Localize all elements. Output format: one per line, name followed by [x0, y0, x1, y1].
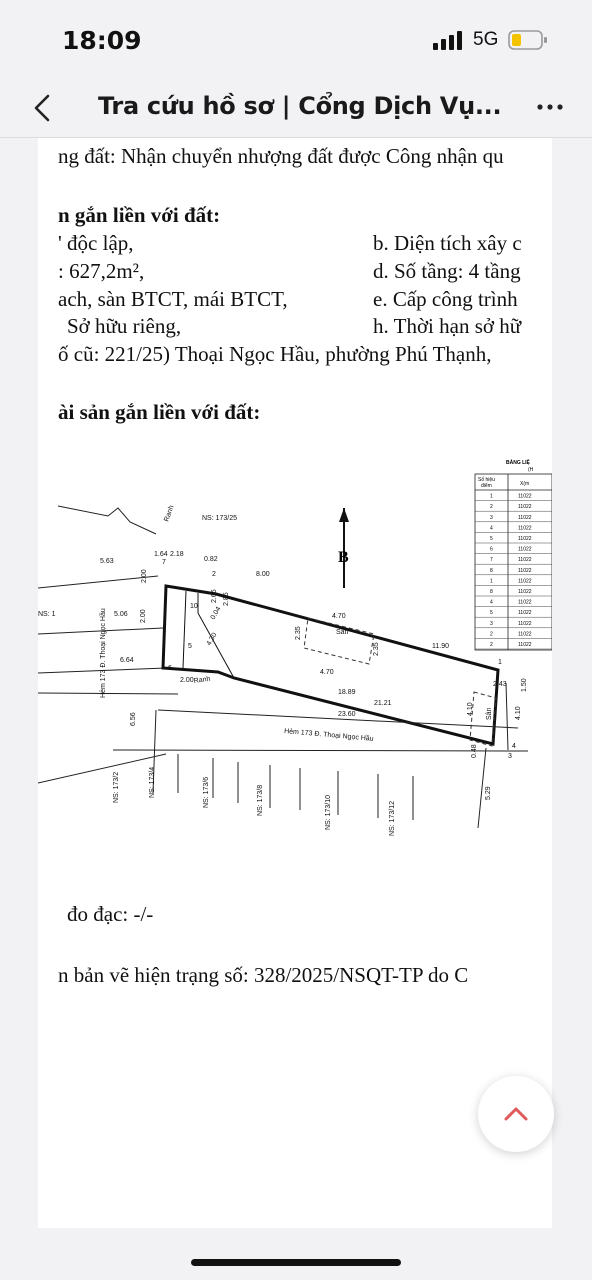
bottom-safe-area	[0, 1228, 592, 1280]
point-5: 5	[188, 643, 192, 650]
chevron-up-icon	[502, 1100, 530, 1128]
dim-2-35-a: 2.35	[295, 626, 302, 640]
ns-bottom-5: NS: 173/10	[325, 794, 332, 830]
table-cell-point: 5	[490, 610, 493, 617]
table-head-b: điểm	[481, 483, 492, 489]
dim-0-82: 0.82	[204, 556, 218, 563]
street-label-vertical: Hẻm 173 Đ. Thoại Ngọc Hầu	[100, 608, 107, 698]
ownership-term: h. Thời hạn sở hữ	[373, 314, 522, 338]
parcel-line	[506, 683, 508, 750]
battery-icon	[508, 30, 548, 50]
point-4: 4	[512, 743, 516, 750]
dim-0-48: 0.48	[471, 744, 478, 758]
neighbor-boundary-line	[38, 576, 158, 588]
ns-left-label: NS: 1	[38, 611, 56, 618]
street-edge	[113, 750, 528, 751]
table-cell-x: 11022	[518, 642, 532, 648]
table-cell-x: 11022	[518, 504, 532, 511]
table-cell-x: 11022	[518, 567, 532, 574]
point-1: 1	[498, 659, 502, 666]
ns-bottom-3: NS: 173/6	[203, 776, 210, 808]
coordinate-table	[475, 458, 552, 650]
dim-2-00-a: 2.00	[140, 609, 147, 623]
ns-bottom-4: NS: 173/8	[257, 784, 264, 816]
street-label: Hẻm 173 Đ. Thoại Ngọc Hầu	[283, 728, 374, 743]
table-cell-point: 8	[490, 589, 493, 595]
dim-2-35-b: 2.35	[373, 642, 380, 656]
table-cell-x: 11022	[518, 525, 532, 532]
neighbor-boundary-line	[58, 506, 156, 534]
floor-count: d. Số tầng: 4 tầng	[373, 259, 521, 283]
table-cell-point: 4	[490, 525, 493, 532]
section-asset-heading: ài sản gắn liền với đất:	[58, 400, 261, 424]
nav-bar	[0, 78, 592, 138]
table-cell-point: 3	[490, 514, 493, 521]
network-type: 5G	[473, 29, 499, 50]
table-cell-x: 11022	[518, 557, 532, 564]
dim-11-90: 11.90	[432, 643, 449, 650]
dim-0-04: 0.04	[209, 605, 223, 621]
inner-line	[183, 591, 186, 668]
table-cell-point: 1	[490, 578, 493, 585]
scroll-to-top-button[interactable]	[478, 1076, 554, 1152]
north-arrow-head-icon	[339, 508, 349, 522]
dim-5-06: 5.06	[114, 611, 128, 618]
table-cell-x: 11022	[518, 599, 532, 606]
dim-2-66: 2.66	[211, 589, 218, 603]
address: ố cũ: 221/25) Thoại Ngọc Hầu, phường Phú Thạnh,	[58, 342, 492, 366]
table-cell-point: 2	[490, 642, 493, 648]
dim-1-64: 1.64	[154, 551, 168, 558]
floor-area: : 627,2m²,	[58, 259, 145, 283]
structure: ach, sàn BTCT, mái BTCT,	[58, 287, 288, 311]
dim-18-89: 18.89	[338, 689, 356, 696]
table-cell-point: 4	[490, 599, 493, 606]
table-cell-point: 8	[490, 567, 493, 574]
table-rows	[475, 494, 552, 649]
dim-4-70-top: 4.70	[332, 613, 346, 620]
drawing-reference: n bản vẽ hiện trạng số: 328/2025/NSQT-TP do C	[58, 963, 469, 987]
land-use-origin: ng đất: Nhận chuyển nhượng đất được Công nhận qu	[58, 144, 504, 168]
point-10: 10	[190, 603, 198, 610]
table-cell-x: 11022	[518, 620, 532, 627]
dim-23-60: 23.60	[338, 711, 356, 718]
dim-6-56: 6.56	[130, 712, 137, 726]
yard-label: Sân	[486, 707, 493, 720]
table-cell-x: 11022	[518, 631, 532, 638]
courtyard-outline	[304, 618, 374, 664]
ns-bottom-1: NS: 173/2	[113, 771, 120, 803]
table-cell-x: 11022	[518, 589, 532, 595]
point-2: 2	[212, 571, 216, 578]
dim-6-64: 6.64	[120, 657, 134, 664]
table-head-a: Số hiệu	[478, 477, 495, 483]
survey-info: đo đạc: -/-	[67, 902, 154, 926]
table-cell-point: 1	[490, 493, 493, 500]
dim-5-63: 5.63	[100, 558, 114, 565]
dim-5-29: 5.29	[485, 786, 492, 800]
ns-bottom-6: NS: 173/12	[389, 800, 396, 836]
ownership-form: Sở hữu riêng,	[67, 314, 182, 338]
house-type: ' độc lập,	[58, 231, 134, 255]
dim-2-43: 2.43	[493, 681, 507, 688]
table-cell-point: 6	[490, 546, 493, 553]
parcel-line	[38, 693, 178, 694]
dim-2-00: 2.00	[180, 677, 194, 684]
document-viewer[interactable]	[0, 138, 592, 1228]
section-house-heading: n gắn liền với đất:	[58, 203, 221, 227]
site-plan-drawing	[38, 458, 552, 858]
table-cell-point: 3	[490, 620, 493, 627]
dim-2-85: 2.85	[223, 592, 230, 606]
dim-4-10-b: 4.10	[515, 706, 522, 720]
more-options-icon[interactable]	[530, 92, 570, 122]
neighbor-boundary-line	[38, 754, 166, 783]
table-cell-point: 7	[490, 557, 493, 564]
north-label: B	[338, 549, 349, 566]
ranh-label: Ranh	[163, 504, 176, 523]
dim-2-18: 2.18	[170, 551, 184, 558]
dim-4-10-a: 4.10	[467, 702, 474, 716]
point-7: 7	[162, 559, 166, 566]
document-page	[38, 138, 552, 1228]
ns-top-label: NS: 173/25	[202, 515, 238, 522]
dim-21-21: 21.21	[374, 700, 392, 707]
inner-line	[198, 613, 234, 678]
home-indicator[interactable]	[191, 1259, 401, 1266]
table-cell-point: 5	[490, 536, 493, 542]
dim-2-00-b: 2.00	[141, 569, 148, 583]
ns-bottom-2: NS: 173/4	[149, 766, 156, 798]
status-bar	[0, 0, 592, 78]
signal-icon	[433, 30, 465, 50]
table-cell-x: 11022	[518, 546, 532, 553]
table-cell-point: 2	[490, 504, 493, 511]
table-cell-x: 11022	[518, 493, 532, 500]
table-cell-x: 11022	[518, 610, 532, 617]
table-cell-x: 11022	[518, 578, 532, 585]
dim-4-70-bottom: 4.70	[320, 669, 334, 676]
dim-1-50: 1.50	[521, 678, 528, 692]
table-title: BẢNG LIỆ	[506, 460, 530, 466]
dim-8-00: 8.00	[256, 571, 270, 578]
table-cell-x: 11022	[518, 536, 532, 542]
point-6: 6	[168, 665, 172, 672]
table-cell-x: 11022	[518, 514, 532, 521]
table-subtitle: (H	[528, 467, 534, 473]
ranh-label-bottom: Ranh	[193, 675, 211, 685]
san-label: Sân	[336, 629, 349, 636]
back-chevron-icon[interactable]	[26, 88, 62, 128]
table-head-c: X(m	[520, 481, 530, 487]
building-grade: e. Cấp công trình	[373, 287, 518, 311]
point-3: 3	[508, 753, 512, 760]
table-cell-point: 2	[490, 631, 493, 638]
page-title: Tra cứu hồ sơ | Cổng Dịch Vụ...	[98, 92, 502, 120]
status-time: 18:09	[62, 26, 142, 55]
dim-4-30: 4.30	[205, 631, 219, 647]
construction-area-label: b. Diện tích xây c	[373, 231, 522, 255]
